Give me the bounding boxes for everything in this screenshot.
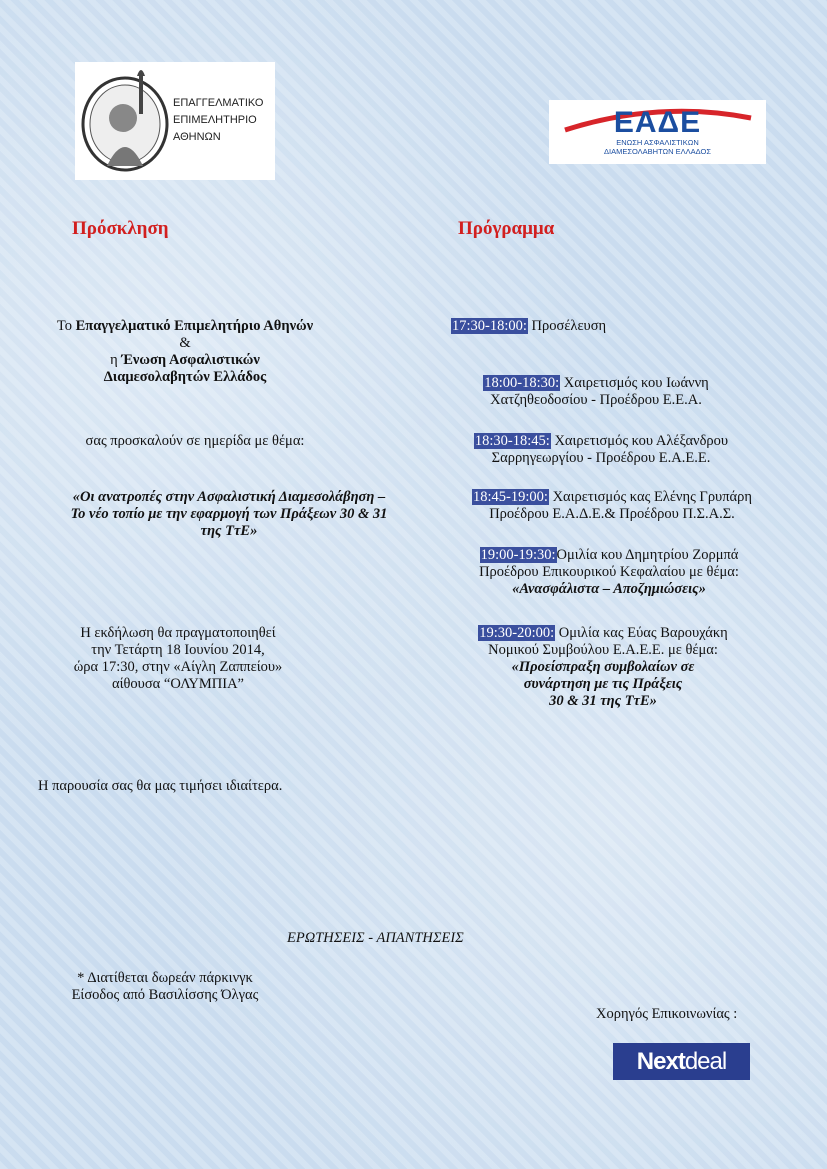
program-time: 18:00-18:30: — [484, 375, 560, 391]
program-topic: «Ανασφάλιστα – Αποζημιώσεις» — [512, 581, 706, 597]
chamber-logo — [75, 62, 275, 180]
event-details — [28, 625, 328, 693]
nextdeal-logo-bold: Next — [636, 1048, 685, 1075]
program-topic: συνάρτηση με τις Πράξεις — [523, 676, 683, 692]
nextdeal-logo — [613, 1043, 750, 1080]
program-text: Χαιρετισμός κου Ιωάννη — [560, 375, 709, 391]
chamber-logo-text — [173, 95, 263, 146]
prometheus-seal-icon — [79, 66, 171, 176]
program-text: Ομιλία κας Εύας Βαρουχάκη — [555, 625, 728, 641]
program-heading: Πρόγραμμα — [458, 218, 555, 239]
event-line: ώρα 17:30, στην «Αίγλη Ζαππείου» — [73, 659, 283, 675]
honor-line: Η παρουσία σας θα μας τιμήσει ιδιαίτερα. — [38, 778, 283, 794]
organizer-1: Επαγγελματικό Επιμελητήριο Αθηνών — [75, 318, 314, 334]
topic-line: «Οι ανατροπές στην Ασφαλιστική Διαμεσολάβηση – — [72, 489, 386, 505]
organizer-2-line2: Διαμεσολαβητών Ελλάδος — [103, 369, 267, 385]
event-line: Η εκδήλωση θα πραγματοποιηθεί — [80, 625, 276, 641]
eade-subtitle-line: ΔΙΑΜΕΣΟΛΑΒΗΤΩΝ ΕΛΛΑΔΟΣ — [603, 147, 711, 156]
program-item — [449, 547, 769, 598]
nextdeal-logo-light: deal — [684, 1048, 727, 1075]
program-item — [446, 433, 756, 467]
topic-line: Το νέο τοπίο με την εφαρμογή των Πράξεων 30 & 31 — [70, 506, 388, 522]
eade-subtitle — [549, 138, 766, 156]
program-time: 19:00-19:30: — [480, 547, 556, 563]
program-text: Ομιλία κου Δημητρίου Ζορμπά — [556, 547, 739, 563]
program-topic: 30 & 31 της ΤτΕ» — [549, 693, 657, 709]
chamber-logo-line: ΑΘΗΝΩΝ — [173, 131, 221, 143]
organizer-line: Το Επαγγελματικό Επιμελητήριο Αθηνών — [56, 318, 314, 334]
qa-line: ΕΡΩΤΗΣΕΙΣ - ΑΠΑΝΤΗΣΕΙΣ — [287, 930, 464, 946]
program-item — [448, 489, 776, 523]
program-item — [446, 375, 746, 409]
program-text: Χατζηθεοδοσίου - Προέδρου Ε.Ε.Α. — [490, 392, 702, 408]
parking-line: Είσοδος από Βασιλίσσης Όλγας — [71, 987, 259, 1003]
program-text: Προσέλευση — [527, 318, 607, 334]
program-text: Χαιρετισμός κας Ελένης Γρυπάρη — [548, 489, 752, 505]
program-text: Σαρρηγεωργίου - Προέδρου Ε.Α.Ε.Ε. — [491, 450, 711, 466]
sponsor-label: Χορηγός Επικοινωνίας : — [596, 1006, 738, 1022]
program-text: Προέδρου Ε.Α.Δ.Ε.& Προέδρου Π.Σ.Α.Σ. — [489, 506, 735, 522]
eade-brand: ΕΑΔΕ — [613, 106, 702, 139]
program-text: Χαιρετισμός κου Αλέξανδρου — [550, 433, 729, 449]
topic-block — [24, 489, 434, 540]
program-topic: «Προείσπραξη συμβολαίων σε — [511, 659, 695, 675]
program-time: 18:45-19:00: — [473, 489, 548, 505]
invite-line: σας προσκαλούν σε ημερίδα με θέμα: — [85, 433, 305, 449]
program-time: 19:30-20:00: — [479, 625, 555, 641]
organizer-line: η Ένωση Ασφαλιστικών — [110, 352, 260, 368]
program-text: Προέδρου Επικουρικού Κεφαλαίου με θέμα: — [479, 564, 739, 580]
eade-subtitle-line: ΕΝΩΣΗ ΑΣΦΑΛΙΣΤΙΚΩΝ — [616, 138, 699, 147]
parking-line: * Διατίθεται δωρεάν πάρκινγκ — [77, 970, 253, 986]
chamber-logo-line: ΕΠΑΓΓΕΛΜΑΤΙΚΟ — [173, 97, 264, 109]
eade-logo — [549, 100, 766, 164]
event-line: αίθουσα “ΟΛΥΜΠΙΑ” — [111, 676, 244, 692]
organizer-2: Ένωση Ασφαλιστικών — [121, 352, 260, 368]
chamber-logo-line: ΕΠΙΜΕΛΗΤΗΡΙΟ — [173, 114, 257, 126]
program-item — [453, 625, 753, 710]
program-item — [451, 318, 791, 335]
program-time: 17:30-18:00: — [452, 318, 527, 334]
organizers-block — [40, 318, 330, 386]
invitation-heading: Πρόσκληση — [72, 218, 169, 239]
ampersand: & — [179, 335, 191, 351]
topic-line: της ΤτΕ» — [200, 523, 258, 539]
program-time: 18:30-18:45: — [474, 433, 550, 449]
event-line: την Τετάρτη 18 Ιουνίου 2014, — [91, 642, 265, 658]
parking-info — [40, 970, 290, 1004]
program-text: Νομικού Συμβούλου Ε.Α.Ε.Ε. με θέμα: — [488, 642, 718, 658]
